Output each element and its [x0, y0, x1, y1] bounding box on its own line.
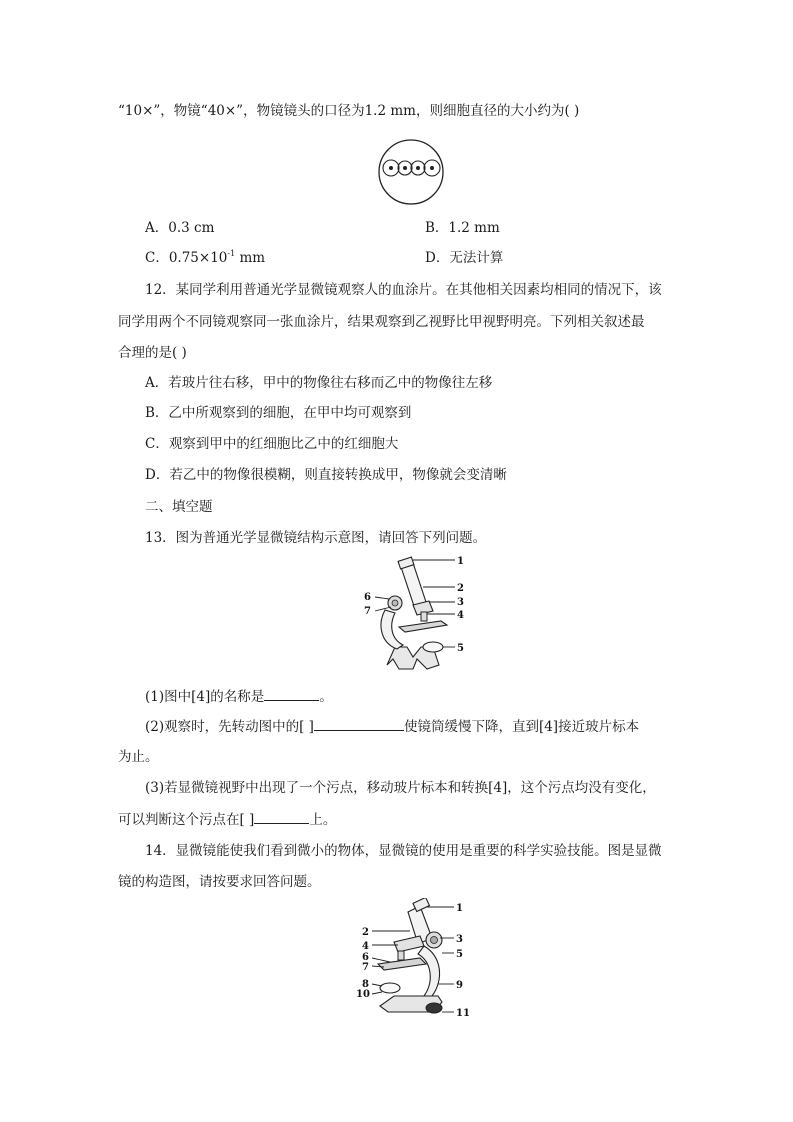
- cell-nucleus-4: [430, 166, 434, 170]
- microscope-objective: [398, 951, 404, 960]
- microscope-stage: [399, 621, 447, 632]
- q13-part-3-line-2: [118, 809, 336, 830]
- q12-option-c: C．观察到甲中的红细胞比乙中的红细胞大: [145, 436, 399, 452]
- microscope-figure-q13: [355, 555, 470, 680]
- q11-option-c-base: C．0.75×10: [145, 250, 228, 266]
- q13-part-2-text: (2)观察时，先转动图中的[ ]: [145, 719, 314, 735]
- q14-label-1: 1: [456, 903, 463, 914]
- q13-part-3-text: 可以判断这个污点在[ ]: [118, 812, 255, 828]
- q14-line-1: 14．显微镜能使我们看到微小的物体，显微镜的使用是重要的科学实验技能。图是显微: [145, 843, 662, 859]
- q13-part-3-end: 上。: [309, 812, 337, 828]
- q14-label-11: 11: [456, 1008, 470, 1019]
- q11-option-c-unit: mm: [235, 250, 266, 266]
- q13-part-2-text-b: 使镜筒缓慢下降，直到[4]接近玻片标本: [403, 719, 640, 735]
- q14-line-2: 镜的构造图，请按要求回答问题。: [118, 874, 321, 890]
- q14-label-10: 10: [356, 989, 370, 1000]
- q12-line-3: 合理的是( ): [118, 345, 187, 361]
- q13-label-6: 6: [364, 592, 371, 603]
- q12-line-1: 12．某同学利用普通光学显微镜观察人的血涂片。在其他相关因素均相同的情况下，该: [145, 282, 662, 298]
- q13-label-5: 5: [457, 643, 464, 654]
- q11-option-c-exponent: -1: [227, 249, 236, 258]
- q13-label-7: 7: [364, 606, 371, 617]
- q13-label-3: 3: [457, 597, 464, 608]
- q13-part-1-text: (1)图中[4]的名称是: [145, 689, 265, 705]
- q13-part-1-blank[interactable]: [264, 686, 319, 701]
- q11-option-d: D．无法计算: [425, 250, 504, 266]
- microscope-eyepiece: [413, 898, 429, 911]
- section-fill-in-heading: 二、填空题: [145, 499, 213, 515]
- microscope-mirror: [380, 983, 400, 993]
- q13-label-2: 2: [457, 583, 464, 594]
- microscope-figure-q14: [350, 898, 480, 1023]
- q11-stem-tail: “10×”，物镜“40×”，物镜镜头的口径为1.2 mm，则细胞直径的大小约为( ): [118, 103, 580, 119]
- microscope-objective: [421, 612, 427, 621]
- microscope-arm: [418, 946, 440, 996]
- q13-part-2: [145, 716, 639, 737]
- q13-label-1: 1: [457, 556, 464, 567]
- cell-nucleus-1: [389, 166, 393, 170]
- q14-label-9: 9: [456, 980, 463, 991]
- cell-field-figure: [376, 137, 446, 207]
- microscope-mirror: [423, 642, 443, 652]
- q14-label-2: 2: [362, 927, 369, 938]
- q13-part-3-line-1: (3)若显微镜视野中出现了一个污点，移动玻片标本和转换[4]，这个污点均没有变化，: [145, 780, 656, 796]
- q13-part-2-end: 为止。: [118, 749, 159, 765]
- microscope-nosepiece: [394, 936, 424, 952]
- q14-label-8: 8: [362, 979, 369, 990]
- q13-part-1-end: 。: [319, 689, 333, 705]
- q14-label-4: 4: [362, 941, 369, 952]
- q13-stem: 13．图为普通光学显微镜结构示意图，请回答下列问题。: [145, 530, 487, 546]
- q12-option-b: B．乙中所观察到的细胞，在甲中均可观察到: [145, 405, 412, 421]
- q14-label-3: 3: [456, 934, 463, 945]
- q13-part-2-blank[interactable]: [314, 716, 404, 731]
- cell-nucleus-3: [416, 166, 420, 170]
- q14-label-7: 7: [362, 962, 369, 973]
- q11-option-b: B．1.2 mm: [425, 220, 500, 236]
- q14-label-6: 6: [362, 952, 369, 963]
- q13-part-3-blank[interactable]: [254, 809, 309, 824]
- q12-option-a: A．若玻片往右移，甲中的物像往右移而乙中的物像往左移: [145, 375, 493, 391]
- q11-option-a: A．0.3 cm: [145, 220, 215, 236]
- cell-nucleus-2: [403, 166, 407, 170]
- q13-label-4: 4: [457, 610, 464, 621]
- q12-option-d: D．若乙中的物像很模糊，则直接转换成甲，物像就会变清晰: [145, 467, 507, 483]
- q12-line-2: 同学用两个不同镜观察同一张血涂片，结果观察到乙视野比甲视野明亮。下列相关叙述最: [118, 314, 645, 330]
- fine-focus-knob: [431, 937, 438, 944]
- fine-focus-knob: [392, 600, 398, 606]
- microscope-base-foot: [426, 1003, 442, 1013]
- q11-option-c: [145, 248, 265, 270]
- q13-part-1: [145, 686, 333, 707]
- microscope-arm: [381, 610, 403, 649]
- cell-row: [383, 160, 440, 176]
- q14-label-5: 5: [456, 949, 463, 960]
